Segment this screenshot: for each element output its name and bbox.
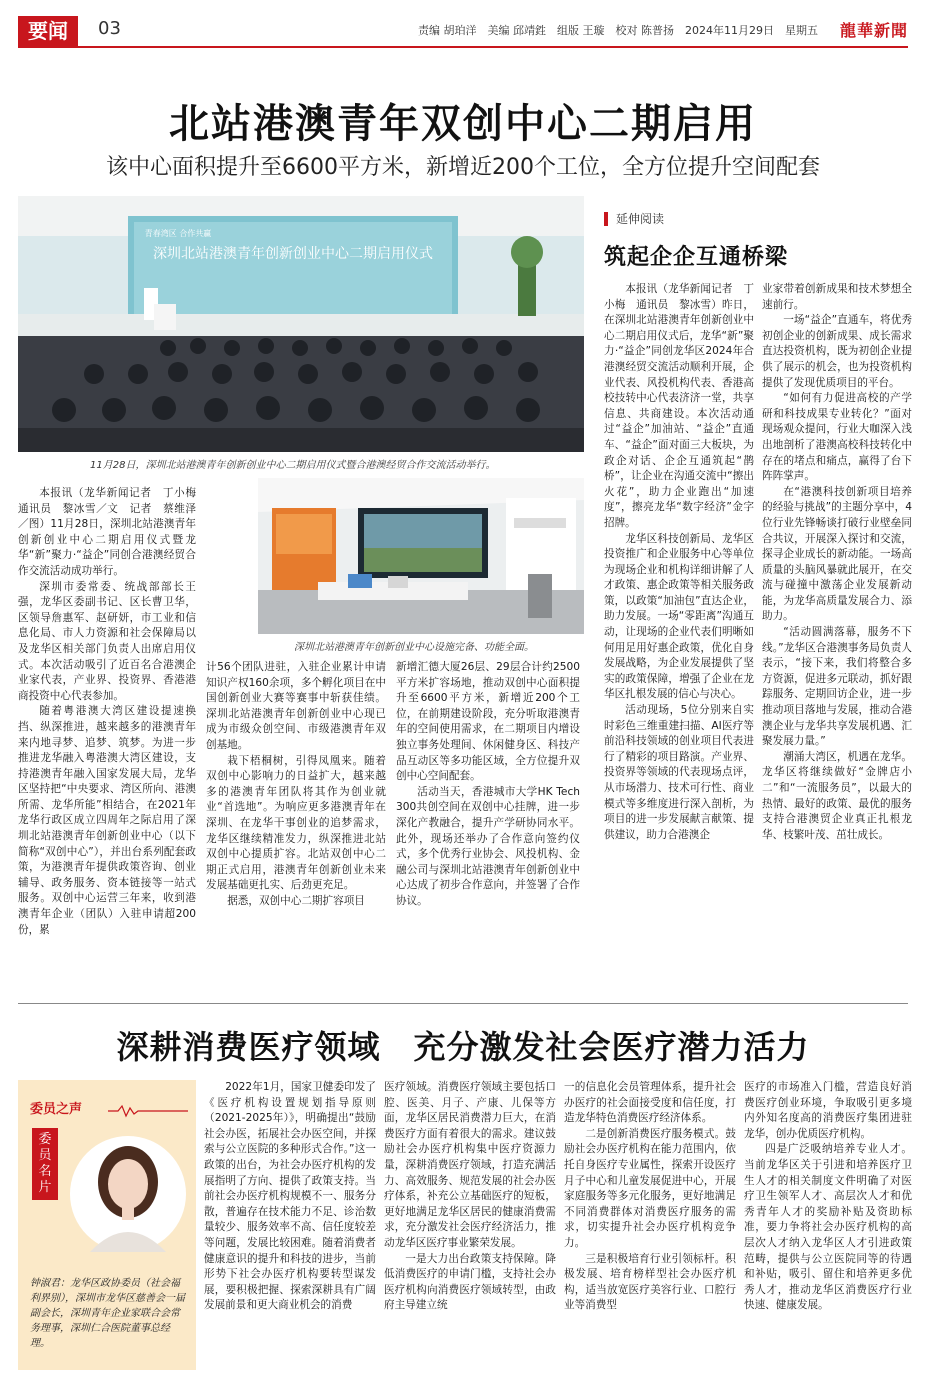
member-bio: 钟淑君：龙华区政协委员（社会福利界别），深圳市龙华区慈善会一届副会长，深圳青年企业家联合会常务理事，深圳仁合医院董事总经理。	[30, 1278, 185, 1349]
paragraph: 本报讯（龙华新闻记者 丁小梅 通讯员 黎冰雪／文 记者 蔡维泽／图）11月28日，深圳北站港澳青年创新创业中心二期启用仪式暨龙华“新”聚力·“益企”同创合港澳经贸合作交流活动成功举行。	[18, 487, 207, 577]
paragraph: 深圳市委常委、统战部部长王强，龙华区委副书记、区长曹卫华，区领导詹惠军、赵研妍，市工业和信息化局、市人力资源和社会保障局以及龙华区相关部门负责人出席启用仪式。本次活动吸引了近百名合港澳企业家代表，产业界、投资界、香港港商投资中心代表参加。	[18, 580, 196, 702]
paragraph: 一是大力出台政策支持保障。降低消费医疗的申请门槛，支持社会办医疗机构向消费医疗领域转型，由政府主导建立统	[384, 1252, 556, 1312]
paragraph: 活动现场，5位分别来自实时彩色三维重建扫描、AI医疗等前沿科技领域的创业项目代表进行了精彩的项目路演。产业界、投资界等领域的代表现场点评，从市场潜力、技术可行性、商业模式等多维度进行深入剖析，为项目的进一步发展献言献策、提供建议，助力合港澳企	[604, 704, 754, 841]
member-voice-label: 委员之声	[30, 1102, 83, 1117]
section-tag: 要闻	[18, 16, 78, 46]
article-column	[18, 486, 207, 980]
facility-photo	[258, 478, 584, 634]
photo-caption: 深圳北站港澳青年创新创业中心设施完备、功能全面。	[294, 642, 534, 653]
paragraph: 本报讯（龙华新闻记者 丁小梅 通讯员 黎冰雪）昨日，在深圳北站港澳青年创新创业中心二期启用仪式后，龙华“新”聚力·“益企”同创龙华区2024年合港澳经贸交流活动顺利开展，企业代表、风投机构代表、香港高校技转中心代表济济一堂，共享信息、共商建设。本次活动通过“益企”加油站、“益企”直通车、“益企”面对面三大板块，为政企对话、企企互通筑起“鹊桥”，让企业在沟通交流中“擦出火花”，助力企业跑出“加速度”，擦亮龙华“数字经济”金字招牌。	[604, 283, 754, 529]
paragraph: “活动圆满落幕，服务不下线。”龙华区合港澳事务局负责人表示，“接下来，我们将整合多方资源，促进多元联动，抓好跟踪服务、定期回访企业，进一步推动项目落地与发展，推动合港澳企业与龙华共享发展机遇、汇聚发展力量。”	[762, 626, 912, 748]
paragraph: 医疗的市场准入门槛，营造良好消费医疗创业环境，争取吸引更多境内外知名度高的消费医疗集团进驻龙华，创办优质医疗机构。	[744, 1081, 912, 1140]
photo-caption: 11月28日，深圳北站港澳青年创新创业中心二期启用仪式暨合港澳经贸合作交流活动举行。	[90, 460, 496, 471]
waveform-icon	[108, 1104, 188, 1118]
paragraph: 医疗领域。消费医疗领域主要包括口腔、医美、月子、产康、儿保等方面，龙华区居民消费潜力巨大，在消费医疗方面有着很大的需求。建议鼓励社会办医疗机构集中医疗资源力量，深耕消费医疗领域，打造充满活力、高效服务、规范发展的社会办医疗体系，补充公立基础医疗的短板，更好地满足龙华区居民的健康消费需求，充分激发社会医疗经济活力，推动龙华区医疗事业繁荣发展。	[384, 1081, 556, 1249]
page-number: 03	[98, 18, 121, 39]
subheadline: 该中心面积提升至6600平方米，新增近200个工位，全方位提升空间配套	[106, 155, 820, 180]
article-column	[744, 1080, 912, 1376]
paragraph: 二是创新消费医疗服务模式。鼓励社会办医疗机构在能力范围内，依托自身医疗专业属性，探索开设医疗月子中心和儿童发展促进中心，开展家庭服务等多元化服务，更好地满足不同消费群体对消费医疗服务的需求，切实提升社会办医疗机构竞争力。	[564, 1127, 736, 1249]
member-portrait	[68, 1124, 188, 1264]
paragraph: 业家带着创新成果和技术梦想全速前行。	[762, 283, 912, 311]
headline: 北站港澳青年双创中心二期启用	[169, 101, 757, 147]
paragraph: 栽下梧桐树，引得凤凰来。随着双创中心影响力的日益扩大，越来越多的港澳青年团队将其作为创业就业“首选地”。为响应更多港澳青年在深圳、在龙华干事创业的追梦需求，龙华区继续精准发力，纵深推进北站双创中心提质扩容。北站双创中心二期正式启用，港澳青年创新创业未来发展基础更扎实、后劲更充足。	[206, 754, 386, 892]
paragraph: 新增汇德大厦26层、29层合计约2500平方米扩容场地，推动双创中心面积提升至6600平方米，新增近200个工位，在前期建设阶段，充分听取港澳青年的空间使用需求，在二期项目内增设独立事务处理间、休闲健身区、科技产品互动区等多功能区域，全方位提升双创中心空间配套。	[396, 661, 580, 783]
paragraph: 一场“益企”直通车，将优秀初创企业的创新成果、成长需求直达投资机构，既为初创企业提供了展示的机会，也为投资机构提供了发现优质项目的平台。	[762, 314, 912, 389]
member-profile-box	[18, 1080, 196, 1370]
paragraph: 四是广泛吸纳培养专业人才。当前龙华区关于引进和培养医疗卫生人才的相关制度文件明确了对医疗卫生领军人才、高层次人才和优秀青年人才的奖励补贴及资助标准，要力争将社会办医疗机构的高层次人才纳入龙华区人才引进政策范畴，提供与公立医院同等的待遇和补贴，吸引、留住和培养更多优秀人才，推动龙华区消费医疗行业快速、健康发展。	[744, 1143, 912, 1312]
sidebar-headline: 筑起企企互通桥梁	[604, 245, 789, 270]
paragraph: 潮涌大湾区，机遇在龙华。龙华区将继续做好“金牌店小二”和“一流服务员”，以最大的热情、最好的政策、最优的服务支持合港澳贸企业真正扎根龙华、枝繁叶茂、茁壮成长。	[762, 750, 912, 841]
paragraph: 据悉，双创中心二期扩容项目	[227, 894, 365, 907]
stage-screen-text: 深圳北站港澳青年创新创业中心二期启用仪式	[153, 246, 433, 262]
article-column	[384, 1080, 556, 1376]
paragraph: 在“港澳科技创新项目培养的经验与挑战”的主题分享中，4位行业先锋畅谈打破行业壁垒同合共议，开展深入探讨和交流，探寻企业成长的新动能。一场高质量的头脑风暴就此展开，在交流与碰撞中激荡企业发展新动能，为龙华高质量发展合力、添助力。	[762, 485, 912, 623]
paragraph: 一的信息化会员管理体系，提升社会办医疗的社会面接受度和信任度，打造龙华特色消费医疗经济体系。	[564, 1081, 736, 1125]
article-column	[396, 660, 580, 980]
page-header	[18, 12, 908, 48]
sidebar-column	[604, 282, 754, 980]
paragraph: 三是积极培育行业引领标杆。积极发展、培育榜样型社会办医疗机构，适当放宽医疗美容行业、口腔行业等消费型	[564, 1252, 736, 1312]
svg-text:青春湾区 合作共赢: 青春湾区 合作共赢	[144, 229, 212, 238]
paragraph: 随着粤港澳大湾区建设提速换挡、纵深推进，越来越多的港澳青年来内地寻梦、追梦、筑梦。为进一步推进龙华融入粤港澳大湾区建设，支持港澳青年融入国家发展大局，龙华区坚持把“中央要求、湾区所向、港澳所需、龙华所能”相结合，在2021年龙华行政区成立四周年之际启用了深圳北站港澳青年创新创业中心（以下简称“双创中心”），并出台系列配套政策，为港澳青年提供政策咨询、创业辅导、政务服务、资本链接等一站式服务。双创中心运营三年来，收到港澳青年企业（团队）入驻申请超200份，累	[18, 705, 196, 936]
editorial-credits: 责编 胡珀洋 美编 邱靖鉎 组版 王璇 校对 陈普扬 2024年11月29日 星期五	[418, 24, 818, 37]
article-column	[206, 660, 386, 980]
paragraph: 龙华区科技创新局、龙华区投资推广和企业服务中心等单位为现场企业和机构详细讲解了人才政策、惠企政策等相关服务政策，以政策“加油包”直达企业，助力发展。一场“零距离”沟通互动，让现场的企业代表们明晰如何用足用好惠企政策，优化自身发展战略，为企业发展提供了坚实的政策保障，增强了企业在龙华区扎根发展的信心与决心。	[604, 532, 754, 701]
ceremony-photo	[18, 196, 584, 452]
paragraph: 活动当天，香港城市大学HK Tech 300共创空间在双创中心挂牌，进一步深化产教融合，提升产学研协同水平。此外，现场还举办了合作意向签约仪式，多个优秀行业协会、风投机构、金融公司与深圳北站港澳青年创新创业中心达成了初步合作意向，并签署了合作协议。	[396, 785, 580, 907]
section-divider	[18, 1003, 908, 1004]
paragraph: 计56个团队进驻，入驻企业累计申请知识产权160余项，多个孵化项目在中国创新创业大赛等赛事中斩获佳绩。深圳北站港澳青年创新创业中心现已成为市级众创空间、市级港澳青年双创基地。	[206, 661, 386, 751]
sidebar-column	[762, 282, 912, 980]
headline-2: 深耕消费医疗领域 充分激发社会医疗潜力活力	[116, 1028, 810, 1066]
member-card-label: 委员名片	[32, 1128, 58, 1200]
article-column	[564, 1080, 736, 1376]
article-column	[204, 1080, 376, 1376]
paragraph: 2022年1月，国家卫健委印发了《医疗机构设置规划指导原则（2021-2025年）》，明确提出“鼓励社会办医，拓展社会办医空间，并探索与公立医院的多种形式合作。”这一政策的出台，为社会办医疗机构的发展指明了方向、提供了政策支持。当前社会办医疗机构规模不一、服务分散，普遍存在技术能力不足、诊治数量较少、服务效率不高、信任度较差等问题，发展比较困难。随着消费者健康意识的提升和科技的进步，当前形势下社会办医疗机构要转型谋发展，要积极把握、探索深耕具有广阔发展前景和更大商业机会的消费	[204, 1081, 376, 1312]
newspaper-brand: 龍華新聞	[839, 21, 908, 40]
paragraph: “如何有力促进高校的产学研和科技成果专业转化？”面对现场观众提问，行业大咖深入浅出地剖析了港澳高校科技转化中存在的堵点和痛点，赢得了台下阵阵掌声。	[762, 392, 912, 483]
related-reading-tag: 延伸阅读	[604, 212, 664, 226]
